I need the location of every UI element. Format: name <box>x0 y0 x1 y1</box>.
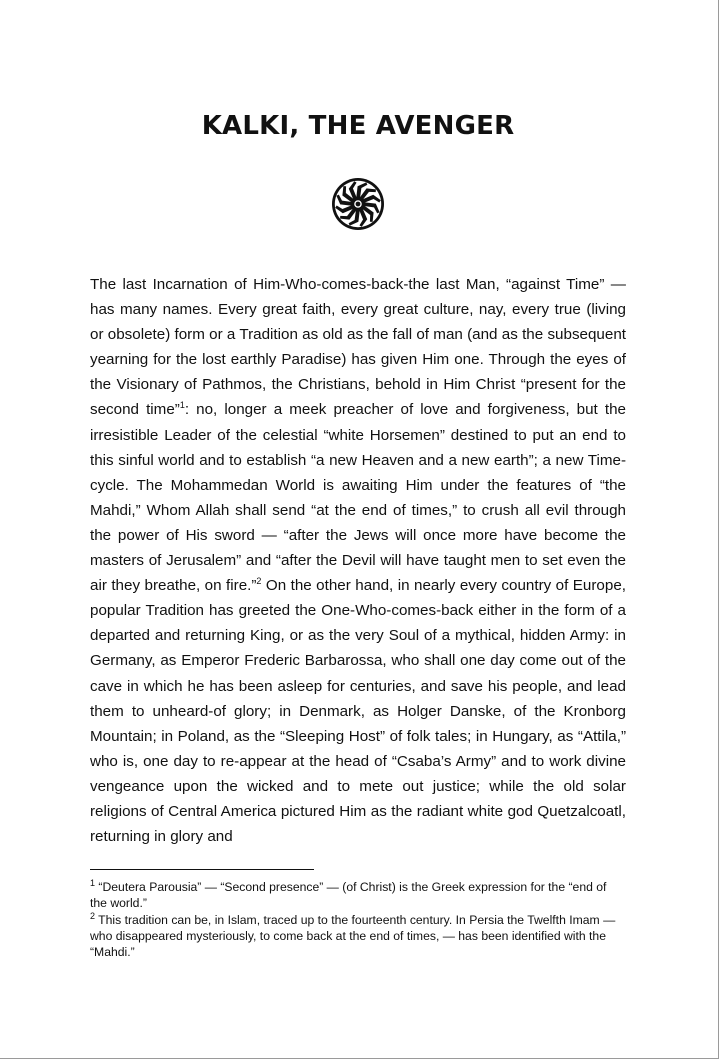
body-text-part-2: : no, longer a meek preacher of love and forgiveness, but the irresistible Leader of the celestial “white Horsemen” destined to put an end to this sinful world and to establish “a new Heaven and a new earth”; a new Time-cycle. The Mohammedan World is awaiting Him under the features of “the Mahdi,” Whom Allah shall send “at the end of times,” to crush all evil through the power of His sword — “after the Jews will once more have become the masters of Jerusalem” and “after the Devil will have taught men to set even the air they breathe, on fire.” <box>90 401 626 595</box>
footnote-marker: 2 <box>90 910 96 921</box>
body-text-part-3: On the other hand, in nearly every country of Europe, popular Tradition has greeted the One-Who-comes-back either in the form of a departed and returning King, or as the very Soul of a mythical, hidden Army: in Germany, as Emperor Frederic Barbarossa, who shall one day come out of the cave in which he has been asleep for centuries, and save his people, and lead them to unheard-of glory; in Denmark, as Holger Danske, of the Kronborg Mountain; in Poland, as the “Sleeping Host” of folk tales; in Hungary, as “Attila,” who is, one day to re-appear at the head of “Csaba’s Army” and to work divine vengeance upon the wicked and to mete out justice; while the old solar religions of Central America pictured Him as the radiant white god Quetzalcoatl, returning in glory and <box>90 577 626 846</box>
footnote-text: “Deutera Parousia” — “Second presence” — (of Christ) is the Greek expression for the “end of the world.” <box>90 880 607 911</box>
footnote-ref-2[interactable]: 2 <box>256 576 262 587</box>
page-title: KALKI, THE AVENGER <box>201 111 515 141</box>
footnote-1 <box>90 879 626 912</box>
footnote-divider <box>90 869 314 870</box>
footnote-text: This tradition can be, in Islam, traced up to the fourteenth century. In Persia the Twelfth Imam — who disappeared mysteriously, to come back at the end of times, — has been identified with the “Mahdi.” <box>90 912 616 960</box>
body-paragraph <box>90 272 626 849</box>
black-sun-icon <box>331 177 385 231</box>
footnote-2 <box>90 912 626 961</box>
footnotes <box>90 879 626 960</box>
footnote-ref-1[interactable]: 1 <box>179 400 185 411</box>
body-text-part-1: The last Incarnation of Him-Who-comes-back-the last Man, “against Time” — has many names. Every great faith, every great culture, nay, every true (living or obsolete) form or a Tradition as old as the fall of man (and as the subsequent yearning for the lost earthly Paradise) has given Him one. Through the eyes of the Visionary of Pathmos, the Christians, behold in Him Christ “present for the second time” <box>90 276 626 419</box>
footnote-marker: 1 <box>90 877 96 888</box>
